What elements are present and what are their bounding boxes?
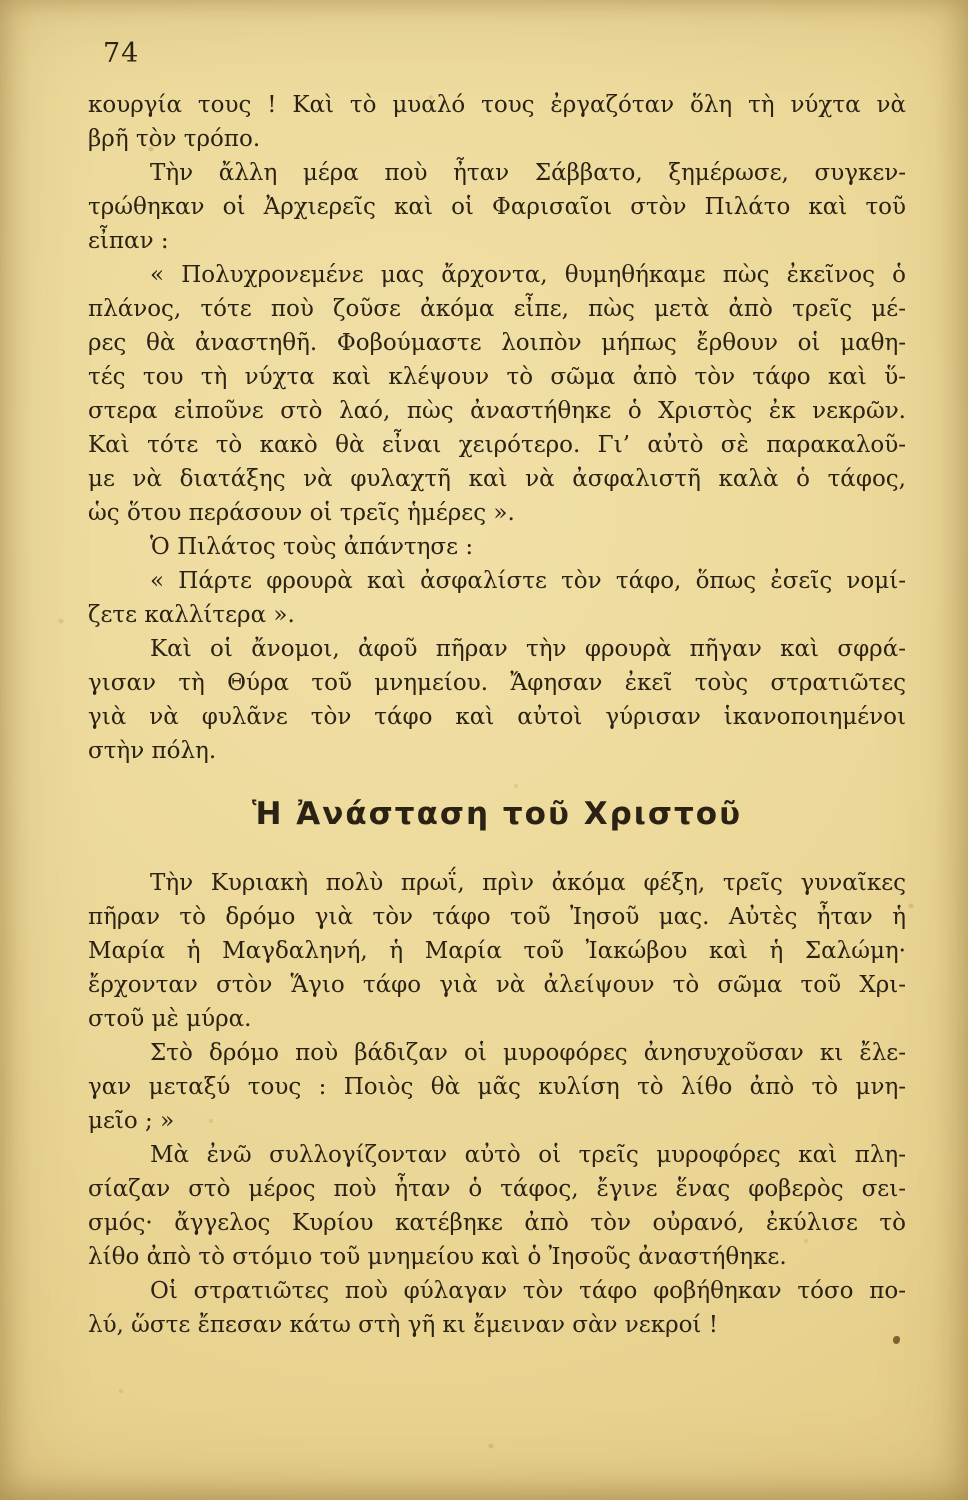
text-line: γαν μεταξύ τους : Ποιὸς θὰ μᾶς κυλίση τὸ λίθο ἀπὸ τὸ μνη- (88, 1074, 906, 1100)
text-line: στερα εἰποῦνε στὸ λαό, πὼς ἀναστήθηκε ὁ Χριστὸς ἐκ νεκρῶν. (88, 398, 906, 424)
body-text (88, 88, 906, 1342)
paper-texture (0, 0, 2, 2)
text-line: Τὴν ἄλλη μέρα ποὺ ἦταν Σάββατο, ξημέρωσε, συγκεν- (150, 160, 906, 186)
text-line: σίαζαν στὸ μέρος ποὺ ἦταν ὁ τάφος, ἔγινε ἕνας φοβερὸς σει- (88, 1176, 906, 1202)
text-line: σμός· ἄγγελος Κυρίου κατέβηκε ἀπὸ τὸν οὐρανό, ἐκύλισε τὸ (88, 1210, 906, 1236)
text-line: ζετε καλλίτερα ». (88, 602, 295, 628)
text-line: ὡς ὅτου περάσουν οἱ τρεῖς ἡμέρες ». (88, 500, 515, 526)
text-line: Καὶ οἱ ἄνομοι, ἀφοῦ πῆραν τὴν φρουρὰ πῆγαν καὶ σφρά- (150, 636, 906, 662)
text-line: Μαρία ἡ Μαγδαληνή, ἡ Μαρία τοῦ Ἰακώβου καὶ ἡ Σαλώμη· (88, 938, 906, 964)
text-line: εἶπαν : (88, 228, 169, 254)
text-line: μεῖο ; » (88, 1108, 175, 1134)
paragraph (88, 88, 906, 156)
text-line: τρώθηκαν οἱ Ἀρχιερεῖς καὶ οἱ Φαρισαῖοι στὸν Πιλάτο καὶ τοῦ (88, 194, 906, 220)
paragraph (88, 530, 906, 564)
text-line: λύ, ὥστε ἔπεσαν κάτω στὴ γῆ κι ἔμειναν σὰν νεκροί ! (88, 1312, 719, 1338)
text-line: στὴν πόλη. (88, 738, 217, 764)
paragraph (88, 258, 906, 530)
text-line: Τὴν Κυριακὴ πολὺ πρωΐ, πρὶν ἀκόμα φέξη, τρεῖς γυναῖκες (150, 870, 906, 896)
text-line: τές του τὴ νύχτα καὶ κλέψουν τὸ σῶμα ἀπὸ τὸν τάφο καὶ ὕ- (88, 364, 906, 390)
paper-speck (893, 1336, 900, 1344)
text-line: κουργία τους ! Καὶ τὸ μυαλό τους ἐργαζόταν ὅλη τὴ νύχτα νὰ (88, 92, 906, 118)
paragraph (88, 1036, 906, 1138)
text-line: « Πολυχρονεμένε μας ἄρχοντα, θυμηθήκαμε πὼς ἐκεῖνος ὁ (150, 262, 906, 288)
paragraph (88, 866, 906, 1036)
text-line: Μὰ ἐνῶ συλλογίζονταν αὐτὸ οἱ τρεῖς μυροφόρες καὶ πλη- (150, 1142, 906, 1168)
page-number: 74 (103, 38, 140, 69)
text-line: « Πάρτε φρουρὰ καὶ ἀσφαλίστε τὸν τάφο, ὅπως ἐσεῖς νομί- (150, 568, 906, 594)
text-line: ρες θὰ ἀναστηθῆ. Φοβούμαστε λοιπὸν μήπως ἔρθουν οἱ μαθη- (88, 330, 906, 356)
text-line: βρῆ τὸν τρόπο. (88, 126, 261, 152)
paragraph (88, 156, 906, 258)
text-line: Στὸ δρόμο ποὺ βάδιζαν οἱ μυροφόρες ἀνησυχοῦσαν κι ἔλε- (150, 1040, 906, 1066)
text-line: λίθο ἀπὸ τὸ στόμιο τοῦ μνημείου καὶ ὁ Ἰησοῦς ἀναστήθηκε. (88, 1244, 787, 1270)
text-line: Οἱ στρατιῶτες ποὺ φύλαγαν τὸν τάφο φοβήθηκαν τόσο πο- (150, 1278, 906, 1304)
text-line: γισαν τὴ Θύρα τοῦ μνημείου. Ἄφησαν ἐκεῖ τοὺς στρατιῶτες (88, 670, 906, 696)
text-line: γιὰ νὰ φυλᾶνε τὸν τάφο καὶ αὐτοὶ γύρισαν ἱκανοποιημένοι (88, 704, 906, 730)
text-line: πλάνος, τότε ποὺ ζοῦσε ἀκόμα εἶπε, πὼς μετὰ ἀπὸ τρεῖς μέ- (88, 296, 906, 322)
section-heading: Ἡ Ἀνάσταση τοῦ Χριστοῦ (251, 796, 743, 832)
text-line: ἔρχονταν στὸν Ἅγιο τάφο γιὰ νὰ ἀλείψουν τὸ σῶμα τοῦ Χρι- (88, 972, 906, 998)
paragraph (88, 632, 906, 768)
text-line: πῆραν τὸ δρόμο γιὰ τὸν τάφο τοῦ Ἰησοῦ μας. Αὐτὲς ἦταν ἡ (88, 904, 906, 930)
text-line: Καὶ τότε τὸ κακὸ θὰ εἶναι χειρότερο. Γι’ αὐτὸ σὲ παρακαλοῦ- (88, 432, 906, 458)
paragraph (88, 564, 906, 632)
paragraph (88, 1138, 906, 1274)
text-line: με νὰ διατάξης νὰ φυλαχτῆ καὶ νὰ ἀσφαλιστῆ καλὰ ὁ τάφος, (88, 466, 906, 492)
text-line: Ὁ Πιλάτος τοὺς ἀπάντησε : (150, 534, 474, 560)
text-line: στοῦ μὲ μύρα. (88, 1006, 252, 1032)
paragraph (88, 1274, 906, 1342)
